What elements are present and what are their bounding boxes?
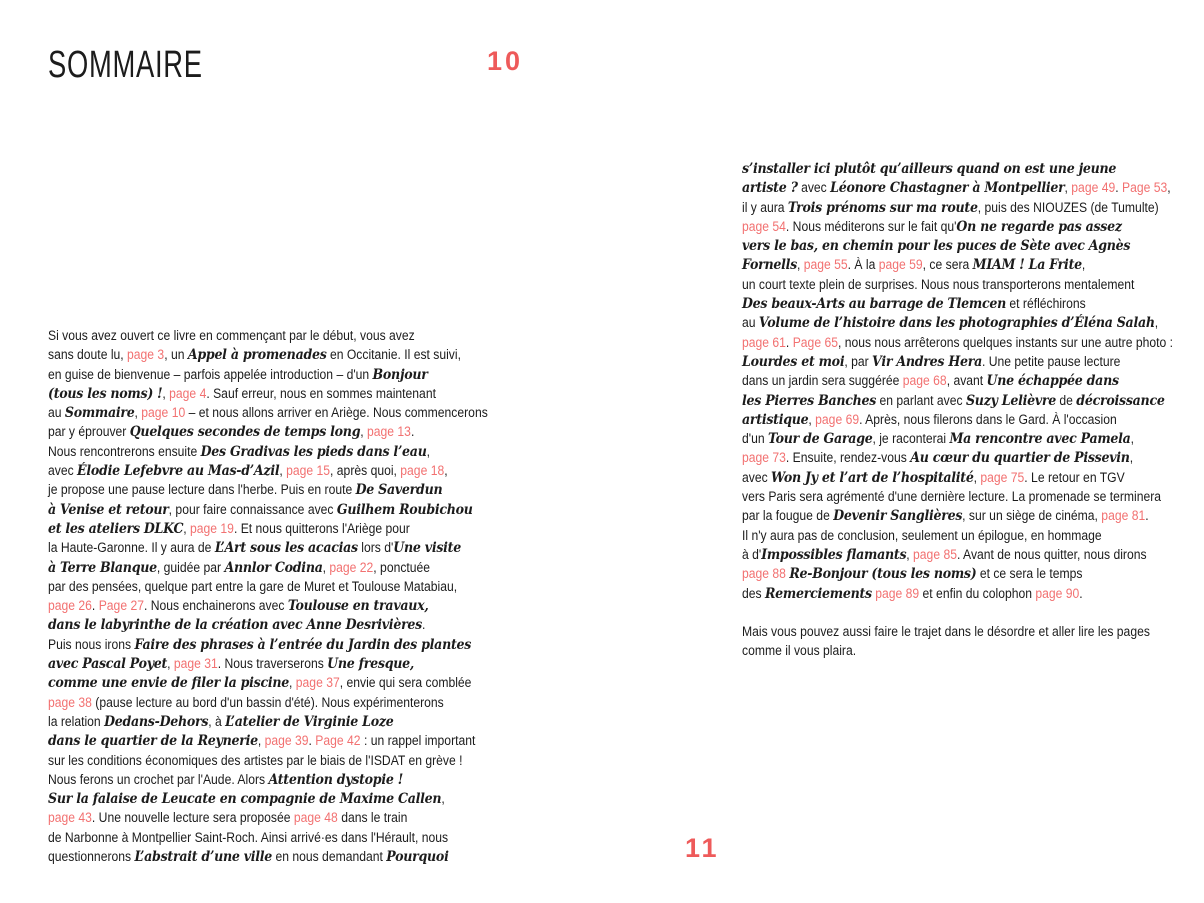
body-text: ,: [1081, 257, 1086, 273]
work-title: Suzy Lelièvre: [965, 392, 1057, 409]
work-title: Une fresque,: [327, 656, 415, 673]
body-text: . Nous enchainerons avec: [143, 598, 288, 614]
work-title: et les ateliers DLKC: [48, 520, 184, 537]
body-text: .: [1079, 585, 1083, 601]
work-title: Won Jy et l’art de l’hospitalité: [771, 469, 974, 486]
page-reference: page 39: [264, 733, 309, 749]
body-text: . Ensuite, rendez-vous: [785, 450, 911, 466]
work-title: Faire des phrases à l’entrée du Jardin des plantes: [134, 636, 472, 653]
page-reference: page 49: [1071, 180, 1116, 196]
body-text: lors d': [357, 540, 394, 556]
toc-line: [48, 442, 488, 461]
page-reference: page 89: [875, 585, 920, 601]
body-text: .: [1145, 508, 1149, 524]
work-title: Trois prénoms sur ma route: [787, 199, 978, 216]
body-text: , je raconterai: [872, 431, 950, 447]
body-text: et réfléchirons: [1006, 296, 1086, 312]
body-text: dans le train: [337, 810, 408, 826]
toc-line: [48, 500, 488, 519]
body-text: avec: [48, 463, 78, 479]
body-text: ,: [1154, 315, 1159, 331]
body-text: ,: [426, 443, 430, 459]
page-reference: page 55: [803, 257, 848, 273]
toc-line: [48, 847, 488, 866]
toc-line: [742, 622, 1173, 641]
page-reference: page 88: [742, 566, 786, 582]
body-text: ,: [360, 424, 368, 440]
page-reference: page 4: [169, 385, 207, 401]
work-title: à Venise et retour: [48, 501, 169, 518]
toc-right-column: [742, 159, 1173, 661]
work-title: MIAM ! La Frite: [972, 257, 1082, 274]
page-reference: page 85: [913, 546, 957, 562]
toc-line: [742, 410, 1173, 429]
body-text: en guise de bienvenue – parfois appelée introduction – d'un: [48, 366, 373, 382]
toc-line: [742, 255, 1173, 274]
body-text: ,: [808, 411, 816, 427]
body-text: Il n'y aura pas de conclusion, seulement un épilogue, en hommage: [742, 527, 1102, 543]
toc-line: [48, 403, 488, 422]
body-text: de Narbonne à Montpellier Saint-Roch. Ainsi arrivé·es dans l'Hérault, nous: [48, 829, 449, 845]
page-reference: page 18: [400, 463, 445, 479]
page-reference: page 90: [1035, 585, 1080, 601]
toc-line: [742, 506, 1173, 525]
body-text: au: [742, 315, 759, 331]
toc-line: [48, 770, 488, 789]
work-title: Léonore Chastagner à Montpellier: [830, 180, 1065, 197]
body-text: ,: [322, 559, 330, 575]
page-reference: page 15: [286, 463, 331, 479]
work-title: Annlor Codina: [224, 559, 323, 576]
toc-line: [48, 673, 488, 692]
toc-line: [742, 371, 1173, 390]
work-title: Dedans-Dehors: [104, 713, 209, 730]
toc-line: [48, 808, 488, 827]
body-text: ,: [444, 463, 448, 479]
work-title: avec Pascal Poyet: [48, 656, 168, 673]
page-reference: Page 42: [315, 733, 361, 749]
body-text: Nous rencontrerons ensuite: [48, 443, 201, 459]
body-text: il y aura: [742, 199, 788, 215]
body-text: avec: [797, 180, 831, 196]
body-text: : un rappel important: [360, 733, 476, 749]
body-text: , ce sera: [922, 257, 973, 273]
toc-line: [48, 480, 488, 499]
body-text: Nous ferons un crochet par l'Aude. Alors: [48, 771, 269, 787]
body-text: par des pensées, quelque part entre la gare de Muret et Toulouse Matabiau,: [48, 578, 458, 594]
body-text: . Une nouvelle lecture sera proposée: [91, 810, 294, 826]
toc-line: [742, 333, 1173, 352]
toc-line: [48, 596, 488, 615]
toc-line: [48, 751, 488, 770]
body-text: ,: [796, 257, 804, 273]
work-title: Remerciements: [764, 585, 872, 602]
toc-line: [48, 712, 488, 731]
body-text: dans un jardin sera suggérée: [742, 373, 903, 389]
body-text: ,: [1167, 180, 1171, 196]
work-title: Quelques secondes de temps long: [129, 424, 361, 441]
toc-line: [742, 641, 1173, 660]
work-title: Re-Bonjour (tous les noms): [789, 566, 977, 583]
toc-left-column: [48, 326, 488, 866]
body-text: ,: [289, 675, 296, 691]
body-text: au: [48, 405, 65, 421]
toc-line: [48, 384, 488, 403]
page-reference: page 19: [190, 520, 234, 536]
work-title: décroissance: [1076, 392, 1165, 409]
toc-line: [742, 429, 1173, 448]
work-title: Au cœur du quartier de Pissevin: [910, 450, 1130, 467]
page-reference: page 3: [127, 347, 165, 363]
page-reference: page 61: [742, 334, 786, 350]
toc-line: [742, 294, 1173, 313]
page-reference: page 31: [173, 656, 218, 672]
body-text: ,: [257, 733, 265, 749]
body-text: la Haute-Garonne. Il y aura de: [48, 540, 215, 556]
work-title: à Terre Blanque: [48, 559, 157, 576]
body-text: ,: [167, 656, 174, 672]
work-title: dans le labyrinthe de la création avec Anne Desrivières: [48, 617, 423, 634]
body-text: ,: [973, 469, 981, 485]
body-text: .: [308, 733, 316, 749]
body-text: ,: [134, 405, 142, 421]
body-text: et ce sera le temps: [976, 566, 1083, 582]
page-reference: Page 53: [1121, 180, 1168, 196]
body-text: un court texte plein de surprises. Nous nous transporterons mentalement: [742, 276, 1135, 292]
toc-line: [742, 584, 1173, 603]
body-text: ,: [279, 463, 287, 479]
work-title: Vir Andres Hera: [872, 353, 982, 370]
body-text: Puis nous irons: [48, 636, 135, 652]
toc-line: [742, 487, 1173, 506]
page-reference: page 37: [295, 675, 340, 691]
work-title: les Pierres Banches: [742, 392, 877, 409]
body-text: par la fougue de: [742, 508, 834, 524]
body-text: . Une petite pause lecture: [981, 353, 1121, 369]
body-text: . Et nous quitterons l'Ariège pour: [233, 520, 410, 536]
toc-line: [48, 577, 488, 596]
page-reference: page 43: [48, 810, 92, 826]
toc-line: [742, 217, 1173, 236]
page-reference: page 81: [1101, 508, 1146, 524]
work-title: artiste ?: [742, 180, 798, 197]
body-text: sur les conditions économiques des artistes par le biais de l'ISDAT en grève !: [48, 752, 463, 768]
body-text: comme il vous plaira.: [742, 643, 857, 659]
body-text: des: [742, 585, 765, 601]
toc-line: [742, 198, 1173, 217]
body-text: ,: [906, 546, 914, 562]
toc-line: [742, 448, 1173, 467]
work-title: Une visite: [393, 540, 461, 557]
work-title: Pourquoi: [386, 849, 449, 866]
work-title: Volume de l’histoire dans les photographies d’Éléna Salah: [758, 315, 1155, 332]
folio-page-number-right: 11: [685, 833, 720, 863]
body-text: , après quoi,: [330, 463, 401, 479]
body-text: en parlant avec: [876, 392, 966, 408]
body-text: .: [1115, 180, 1122, 196]
toc-line: [48, 345, 488, 364]
body-text: , sur un siège de cinéma,: [962, 508, 1102, 524]
work-title: Sommaire: [64, 405, 135, 422]
body-text: , avant: [946, 373, 987, 389]
page-reference: page 68: [902, 373, 947, 389]
work-title: comme une envie de filer la piscine: [48, 675, 290, 692]
work-title: (tous les noms) !: [48, 385, 163, 402]
body-text: . Après, nous filerons dans le Gard. À l'occasion: [859, 411, 1117, 427]
body-text: , nous nous arrêterons quelques instants sur une autre photo :: [837, 334, 1173, 350]
body-text: ,: [1064, 180, 1072, 196]
toc-line: [742, 352, 1173, 371]
body-text: par y éprouver: [48, 424, 130, 440]
body-text: , puis des NIOUZES (de Tumulte): [977, 199, 1159, 215]
body-text: .: [410, 424, 415, 440]
body-text: .: [785, 334, 793, 350]
toc-line: [48, 326, 488, 345]
body-text: ,: [441, 791, 445, 807]
work-title: L’atelier de Virginie Loze: [225, 713, 394, 730]
page-reference: page 22: [329, 559, 374, 575]
body-text: à d': [742, 546, 762, 562]
toc-line: [48, 422, 488, 441]
page-reference: page 54: [742, 218, 786, 234]
page-reference: page 75: [980, 469, 1025, 485]
work-title: Toulouse en travaux,: [287, 598, 429, 615]
body-text: . Le retour en TGV: [1024, 469, 1125, 485]
page-reference: page 73: [742, 450, 786, 466]
body-text: , guidée par: [156, 559, 225, 575]
toc-line: [742, 178, 1173, 197]
toc-line: [48, 828, 488, 847]
body-text: en Occitanie. Il est suivi,: [326, 347, 461, 363]
work-title: Attention dystopie !: [268, 771, 403, 788]
body-text: , pour faire connaissance avec: [168, 501, 337, 517]
body-text: et enfin du colophon: [919, 585, 1036, 601]
work-title: L’Art sous les acacias: [214, 540, 358, 557]
toc-line: [48, 789, 488, 808]
body-text: ,: [1129, 450, 1134, 466]
work-title: Impossibles flamants: [761, 546, 907, 563]
body-text: je propose une pause lecture dans l'herbe. Puis en route: [48, 482, 356, 498]
body-text: questionnerons: [48, 849, 135, 865]
body-text: , un: [164, 347, 188, 363]
work-title: Élodie Lefebvre au Mas-d’Azil: [77, 463, 280, 480]
toc-line: [742, 603, 1173, 622]
body-text: , ponctuée: [373, 559, 431, 575]
work-title: Bonjour: [372, 366, 428, 383]
work-title: De Saverdun: [355, 482, 443, 499]
page-reference: page 48: [293, 810, 338, 826]
body-text: , envie qui sera comblée: [339, 675, 472, 691]
body-text: en nous demandant: [272, 849, 387, 865]
toc-line: [742, 391, 1173, 410]
work-title: vers le bas, en chemin pour les puces de Sète avec Agnès: [742, 238, 1131, 255]
work-title: Tour de Garage: [767, 431, 873, 448]
work-title: Guilhem Roubichou: [336, 501, 473, 518]
toc-line: [742, 313, 1173, 332]
toc-line: [48, 558, 488, 577]
page-reference: Page 27: [98, 598, 144, 614]
body-text: , à: [208, 713, 226, 729]
toc-line: [742, 545, 1173, 564]
body-text: sans doute lu,: [48, 347, 128, 363]
toc-line: [742, 526, 1173, 545]
work-title: Sur la falaise de Leucate en compagnie de Maxime Callen: [48, 791, 442, 808]
page-reference: page 69: [815, 411, 860, 427]
body-text: vers Paris sera agrémenté d'une dernière lecture. La promenade se terminera: [742, 489, 1162, 505]
work-title: s’installer ici plutôt qu’ailleurs quand on est une jeune: [742, 161, 1117, 177]
toc-line: [48, 615, 488, 634]
body-text: Si vous avez ouvert ce livre en commençant par le début, vous avez: [48, 328, 415, 343]
work-title: Des beaux-Arts au barrage de Tlemcen: [742, 296, 1007, 313]
body-text: avec: [742, 469, 772, 485]
work-title: L’abstrait d’une ville: [134, 849, 273, 866]
body-text: , par: [844, 353, 873, 369]
page-title: SOMMAIRE: [48, 44, 203, 86]
toc-line: [48, 635, 488, 654]
work-title: Lourdes et moi: [742, 353, 845, 370]
work-title: Appel à promenades: [187, 347, 327, 364]
body-text: – et nous allons arriver en Ariège. Nous commencerons: [185, 405, 488, 421]
toc-line: [48, 519, 488, 538]
work-title: artistique: [742, 411, 809, 428]
toc-line: [48, 654, 488, 673]
body-text: d'un: [742, 431, 768, 447]
toc-line: [48, 461, 488, 480]
toc-line: [742, 159, 1173, 178]
folio-page-number-left: 10: [487, 46, 524, 76]
body-text: ,: [162, 385, 170, 401]
page-reference: page 26: [48, 598, 92, 614]
body-text: . Sauf erreur, nous en sommes maintenant: [206, 385, 436, 401]
body-text: . Avant de nous quitter, nous dirons: [956, 546, 1147, 562]
body-text: la relation: [48, 713, 105, 729]
body-text: .: [422, 617, 426, 633]
toc-line: [48, 365, 488, 384]
work-title: Devenir Sanglières: [833, 508, 963, 525]
toc-line: [48, 538, 488, 557]
body-text: .: [91, 598, 99, 614]
toc-line: [742, 236, 1173, 255]
body-text: ,: [183, 520, 191, 536]
work-title: On ne regarde pas assez: [956, 218, 1122, 235]
toc-line: [742, 564, 1173, 583]
page-reference: page 13: [367, 424, 411, 440]
body-text: . Nous méditerons sur le fait qu': [785, 218, 957, 234]
work-title: dans le quartier de la Reynerie: [48, 733, 258, 750]
body-text: (pause lecture au bord d'un bassin d'été). Nous expérimenterons: [91, 694, 444, 710]
body-text: . Nous traverserons: [217, 656, 328, 672]
toc-line: [742, 468, 1173, 487]
body-text: . À la: [847, 257, 879, 273]
body-text: ,: [1130, 431, 1134, 447]
body-text: Mais vous pouvez aussi faire le trajet dans le désordre et aller lire les pages: [742, 624, 1150, 640]
work-title: Ma rencontre avec Pamela: [949, 431, 1131, 448]
toc-line: [48, 731, 488, 750]
work-title: Des Gradivas les pieds dans l’eau: [200, 443, 427, 460]
work-title: Une échappée dans: [986, 373, 1119, 390]
page-reference: page 38: [48, 694, 92, 710]
toc-line: [742, 275, 1173, 294]
page-reference: Page 65: [792, 334, 838, 350]
page-reference: page 10: [141, 405, 186, 421]
toc-line: [48, 693, 488, 712]
page-reference: page 59: [878, 257, 923, 273]
body-text: de: [1056, 392, 1077, 408]
work-title: Fornells: [742, 257, 797, 274]
